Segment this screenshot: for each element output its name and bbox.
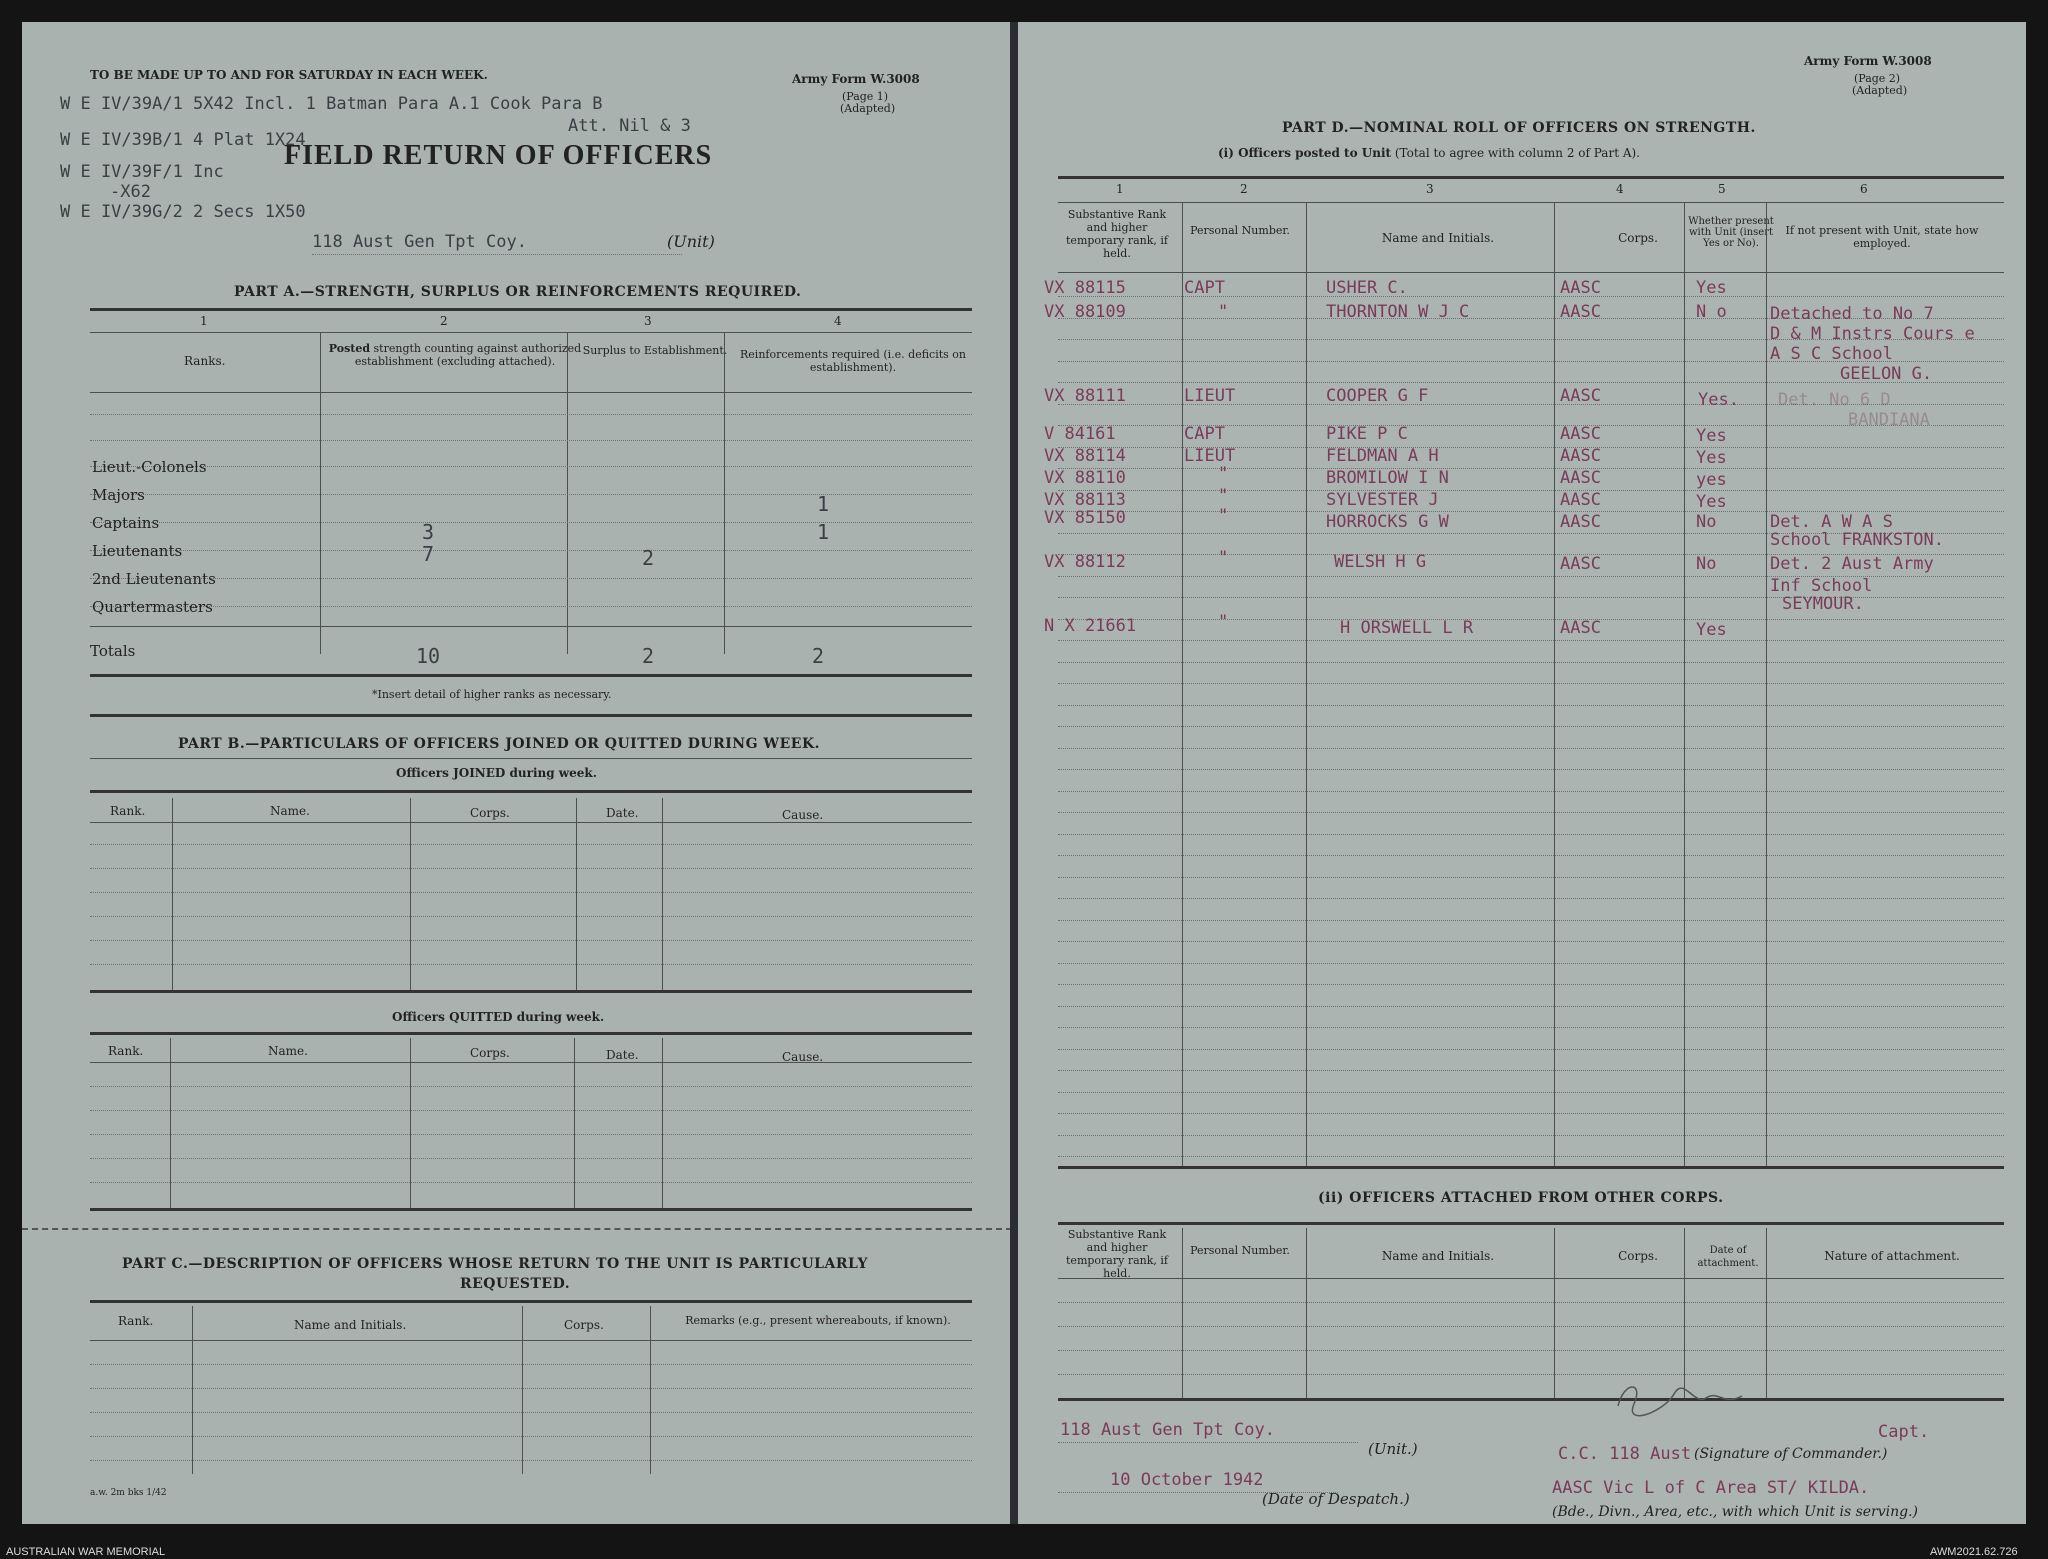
lieutenants-posted: 7 [422, 542, 435, 566]
joined-col-rank: Rank. [110, 804, 146, 818]
officer-rank: " [1218, 486, 1229, 506]
officer-corps: AASC [1560, 512, 1601, 532]
quitted-col-rank: Rank. [108, 1044, 144, 1058]
joined-col-date: Date. [606, 806, 639, 820]
form-page-p2: (Page 2) [1854, 72, 1901, 85]
ruled-line [1058, 1135, 2004, 1136]
part-a-col-surplus: Surplus to Establishment. [582, 344, 728, 357]
ruled-line [1058, 1070, 2004, 1071]
officer-corps: AASC [1560, 618, 1601, 638]
totals-reinforcements: 2 [812, 644, 825, 668]
officer-name: SYLVESTER J [1326, 490, 1439, 510]
officer-employed-3: A S C School [1770, 344, 1893, 364]
rank-quartermasters: Quartermasters [92, 598, 213, 616]
d-col-name: Name and Initials. [1381, 231, 1495, 245]
officer-rank: " [1218, 548, 1229, 568]
instruction-text: TO BE MADE UP TO AND FOR SATURDAY IN EACH WEEK. [90, 68, 488, 82]
part-d-heading: PART D.—NOMINAL ROLL OF OFFICERS ON STRENGTH. [1282, 120, 1756, 136]
part-c-heading-1: PART C.—DESCRIPTION OF OFFICERS WHOSE RETURN TO THE UNIT IS PARTICULARLY [122, 1256, 868, 1272]
officer-corps: AASC [1560, 446, 1601, 466]
ruled-line [1058, 877, 2004, 878]
officer-rank: " [1218, 612, 1229, 632]
officer-number: N X 21661 [1044, 616, 1137, 636]
ruled-line [1058, 941, 2004, 942]
date-value: 10 October 1942 [1110, 1470, 1264, 1490]
officer-employed: Det. A W A S [1770, 512, 1893, 532]
part-a-col-1-number: 1 [200, 314, 208, 328]
officer-rank: LIEUT [1184, 386, 1236, 406]
officer-name: HORROCKS G W [1326, 512, 1449, 532]
ii-col-name: Name and Initials. [1381, 1249, 1495, 1263]
archive-caption: AUSTRALIAN WAR MEMORIAL [6, 1546, 166, 1558]
form-adapted: (Adapted) [840, 102, 896, 115]
ruled-line [1058, 898, 2004, 899]
officer-present: Yes [1696, 448, 1727, 468]
officer-rank: CAPT [1184, 424, 1225, 444]
officers-joined-heading: Officers JOINED during week. [396, 766, 597, 780]
ruled-line [1058, 855, 2004, 856]
we-line-2: W E IV/39B/1 4 Plat 1X24 [60, 130, 306, 150]
officer-corps: AASC [1560, 424, 1601, 444]
d-col-number: Personal Number. [1190, 224, 1290, 237]
officer-corps: AASC [1560, 386, 1601, 406]
printer-mark: a.w. 2m bks 1/42 [90, 1488, 167, 1498]
part-d-sub-i: (i) Officers posted to Unit (Total to agree with column 2 of Part A). [1218, 146, 1640, 160]
ruled-line [1058, 834, 2004, 835]
officer-name: WELSH H G [1334, 552, 1427, 572]
ruled-line [1058, 490, 2004, 491]
archive-id: AWM2021.62.726 [1930, 1546, 2018, 1558]
area-label: (Bde., Divn., Area, etc., with which Unit is serving.) [1552, 1504, 1919, 1520]
officer-employed-faded: Det. No 6 D [1778, 390, 1891, 410]
captains-reinforcements: 1 [817, 520, 830, 544]
ruled-line [1058, 791, 2004, 792]
officer-number: VX 88112 [1044, 552, 1126, 572]
totals-surplus: 2 [642, 644, 655, 668]
officer-rank: " [1218, 464, 1229, 484]
part-c-col-remarks: Remarks (e.g., present whereabouts, if known). [685, 1314, 951, 1327]
ruled-line [1058, 1113, 2004, 1114]
ruled-line [1058, 920, 2004, 921]
rank-2nd-lieutenants: 2nd Lieutenants [92, 570, 216, 588]
ruled-line [1058, 1027, 2004, 1028]
officer-name: BROMILOW I N [1326, 468, 1449, 488]
officer-present: Yes [1696, 620, 1727, 640]
officer-present: Yes [1696, 492, 1727, 512]
officer-number: VX 88114 [1044, 446, 1126, 466]
ruled-line [1058, 683, 2004, 684]
officer-name: PIKE P C [1326, 424, 1408, 444]
signature-value: C.C. 118 Aust [1558, 1444, 1692, 1464]
ii-col-date: Date of attachment. [1697, 1245, 1759, 1269]
d-col-5-number: 5 [1718, 182, 1726, 196]
ruled-line [1058, 769, 2004, 770]
officer-employed-4: GEELON G. [1840, 364, 1933, 384]
ii-col-nature: Nature of attachment. [1824, 1249, 1960, 1263]
officer-employed-3: SEYMOUR. [1782, 594, 1864, 614]
officers-quitted-heading: Officers QUITTED during week. [392, 1010, 605, 1024]
officer-employed: Det. 2 Aust Army [1770, 554, 1934, 574]
d-col-employed: If not present with Unit, state how employed. [1785, 224, 1979, 250]
ruled-line [1058, 662, 2004, 663]
part-c-heading-2: REQUESTED. [460, 1276, 571, 1292]
part-c-col-name: Name and Initials. [294, 1318, 407, 1332]
majors-reinforcements: 1 [817, 492, 830, 516]
ruled-line [1058, 1049, 2004, 1050]
part-a-footnote: *Insert detail of higher ranks as necessary. [372, 688, 612, 701]
ruled-line [1058, 812, 2004, 813]
page-1 [22, 22, 1012, 1524]
d-col-2-number: 2 [1240, 182, 1248, 196]
d-col-6-number: 6 [1860, 182, 1868, 196]
officer-corps: AASC [1560, 278, 1601, 298]
rank-majors: Majors [92, 486, 145, 504]
officer-name: COOPER G F [1326, 386, 1429, 406]
officer-corps: AASC [1560, 302, 1601, 322]
officer-rank: CAPT [1184, 278, 1225, 298]
date-label: (Date of Despatch.) [1262, 1490, 1410, 1508]
signature-label: (Signature of Commander.) [1694, 1446, 1888, 1462]
totals-label: Totals [90, 642, 136, 660]
signature-scribble [1614, 1376, 1754, 1420]
officer-rank: " [1218, 506, 1229, 526]
officer-number: VX 88110 [1044, 468, 1126, 488]
part-b-heading: PART B.—PARTICULARS OF OFFICERS JOINED OR QUITTED DURING WEEK. [178, 736, 821, 752]
form-adapted-p2: (Adapted) [1852, 84, 1908, 97]
part-a-col-posted: Posted strength counting against authorized establishment (excluding attached). [328, 342, 582, 368]
d-col-3-number: 3 [1426, 182, 1434, 196]
ruled-line [1058, 1006, 2004, 1007]
d-col-present: Whether present with Unit (insert Yes or No). [1688, 216, 1774, 249]
form-number: Army Form W.3008 [792, 72, 920, 86]
part-a-col-4-number: 4 [834, 314, 842, 328]
unit-value-p2: 118 Aust Gen Tpt Coy. [1060, 1420, 1275, 1440]
form-number-p2: Army Form W.3008 [1804, 54, 1932, 68]
rank-captains: Captains [92, 514, 160, 532]
part-a-col-3-number: 3 [644, 314, 652, 328]
ruled-line [1058, 984, 2004, 985]
joined-col-cause: Cause. [782, 808, 824, 822]
officer-present: Yes. [1698, 390, 1739, 410]
rank-lieutenants: Lieutenants [92, 542, 183, 560]
ruled-line [1058, 1156, 2004, 1157]
ii-col-number: Personal Number. [1190, 1244, 1290, 1257]
signature-rank: Capt. [1878, 1422, 1930, 1442]
d-col-rank: Substantive Rank and higher temporary rank, if held. [1066, 208, 1168, 260]
ruled-line [1058, 705, 2004, 706]
officer-number: VX 85150 [1044, 508, 1126, 528]
officer-employed: Detached to No 7 [1770, 304, 1934, 324]
officer-rank: LIEUT [1184, 446, 1236, 466]
ruled-line [1058, 726, 2004, 727]
page-2 [1018, 22, 2026, 1524]
officer-present: No [1696, 512, 1717, 532]
part-a-col-2-number: 2 [440, 314, 448, 328]
area-value: AASC Vic L of C Area ST/ KILDA. [1552, 1478, 1870, 1498]
captains-posted: 3 [422, 520, 435, 544]
quitted-col-corps: Corps. [470, 1046, 510, 1060]
part-a-col-reinforcements: Reinforcements required (i.e. deficits on establishment). [740, 348, 966, 374]
d-col-1-number: 1 [1116, 182, 1124, 196]
we-line-3: W E IV/39F/1 Inc [60, 162, 224, 182]
officer-name: THORNTON W J C [1326, 302, 1470, 322]
officer-number: VX 88111 [1044, 386, 1126, 406]
we-line-1b: Att. Nil & 3 [568, 116, 691, 136]
officer-number: V 84161 [1044, 424, 1116, 444]
unit-label-p2: (Unit.) [1368, 1440, 1418, 1458]
officer-present: N o [1696, 302, 1727, 322]
we-line-3b: -X62 [110, 182, 151, 202]
officer-present: Yes [1696, 278, 1727, 298]
part-a-heading: PART A.—STRENGTH, SURPLUS OR REINFORCEMENTS REQUIRED. [234, 284, 802, 300]
ruled-line [1058, 619, 2004, 620]
officer-number: VX 88115 [1044, 278, 1126, 298]
quitted-col-date: Date. [606, 1048, 639, 1062]
totals-posted: 10 [416, 644, 441, 668]
part-d-sub-ii: (ii) OFFICERS ATTACHED FROM OTHER CORPS. [1318, 1190, 1724, 1206]
quitted-col-cause: Cause. [782, 1050, 824, 1064]
officer-employed-2: Inf School [1770, 576, 1873, 596]
officer-name: FELDMAN A H [1326, 446, 1439, 466]
officer-corps: AASC [1560, 554, 1601, 574]
ruled-line [1058, 640, 2004, 641]
part-c-col-corps: Corps. [564, 1318, 604, 1332]
form-title: FIELD RETURN OF OFFICERS [284, 140, 713, 171]
officer-name: USHER C. [1326, 278, 1408, 298]
officer-present: Yes [1696, 426, 1727, 446]
officer-employed-2: School FRANKSTON. [1770, 530, 1944, 550]
officer-number: VX 88109 [1044, 302, 1126, 322]
ii-col-rank: Substantive Rank and higher temporary rank, if held. [1066, 1228, 1168, 1280]
ruled-line [1058, 748, 2004, 749]
unit-value: 118 Aust Gen Tpt Coy. [312, 232, 527, 252]
we-line-4: W E IV/39G/2 2 Secs 1X50 [60, 202, 306, 222]
part-a-col-ranks: Ranks. [184, 354, 226, 368]
part-c-col-rank: Rank. [118, 1314, 154, 1328]
officer-number: VX 88113 [1044, 490, 1126, 510]
ii-col-corps: Corps. [1618, 1249, 1658, 1263]
ruled-line [1058, 963, 2004, 964]
officer-present: yes [1696, 470, 1727, 490]
officer-rank: " [1218, 302, 1229, 322]
officer-present: No [1696, 554, 1717, 574]
joined-col-name: Name. [270, 804, 310, 818]
officer-name: H ORSWELL L R [1340, 618, 1474, 638]
ruled-line [1058, 468, 2004, 469]
officer-employed-2: D & M Instrs Cours e [1770, 324, 1975, 344]
unit-label: (Unit) [667, 232, 715, 251]
we-line-1: W E IV/39A/1 5X42 Incl. 1 Batman Para A.1 Cook Para B [60, 94, 603, 114]
d-col-4-number: 4 [1616, 182, 1624, 196]
quitted-col-name: Name. [268, 1044, 308, 1058]
officer-corps: AASC [1560, 490, 1601, 510]
officer-employed-faded-2: BANDIANA [1848, 410, 1930, 430]
rank-lieut-colonels: Lieut.-Colonels [92, 458, 207, 476]
joined-col-corps: Corps. [470, 806, 510, 820]
d-col-corps: Corps. [1618, 231, 1658, 245]
lieutenants-surplus: 2 [642, 546, 655, 570]
ruled-line [1058, 1092, 2004, 1093]
officer-corps: AASC [1560, 468, 1601, 488]
form-page: (Page 1) [842, 90, 889, 103]
